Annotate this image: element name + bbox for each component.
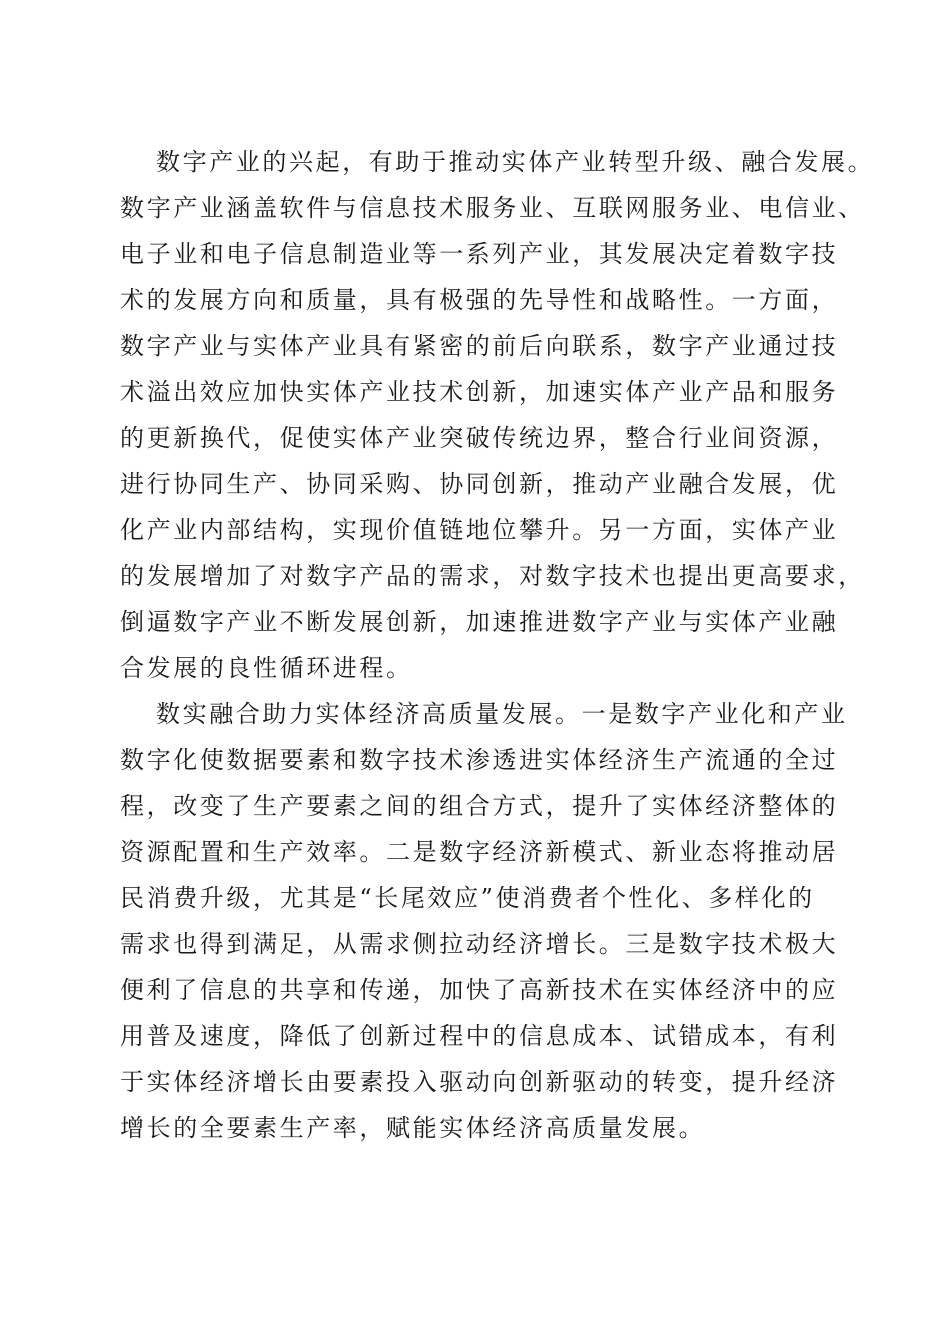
text-line: 用普及速度，降低了创新过程中的信息成本、试错成本，有利 [120,1022,839,1050]
paragraph-1 [120,139,875,691]
text-line: 合发展的良性循环进程。 [120,654,413,682]
text-line: 数字产业与实体产业具有紧密的前后向联系，数字产业通过技 [120,332,839,360]
document-body [120,139,875,1151]
text-line: 增长的全要素生产率，赋能实体经济高质量发展。 [120,1114,706,1142]
text-line: 数字化使数据要素和数字技术渗透进实体经济生产流通的全过 [120,746,839,774]
text-line: 数字产业的兴起，有助于推动实体产业转型升级、融合发展。 [156,148,875,176]
text-line: 便利了信息的共享和传递，加快了高新技术在实体经济中的应 [120,976,839,1004]
text-line: 民消费升级，尤其是“长尾效应”使消费者个性化、多样化的 [120,884,815,912]
text-line: 电子业和电子信息制造业等一系列产业，其发展决定着数字技 [120,240,839,268]
text-line: 的发展增加了对数字产品的需求，对数字技术也提出更高要求， [120,562,865,590]
text-line: 术溢出效应加快实体产业技术创新，加速实体产业产品和服务 [120,378,839,406]
text-line: 术的发展方向和质量，具有极强的先导性和战略性。一方面， [120,286,839,314]
paragraph-2 [120,691,848,1151]
text-line: 数字产业涵盖软件与信息技术服务业、互联网服务业、电信业、 [120,194,865,222]
text-line: 化产业内部结构，实现价值链地位攀升。另一方面，实体产业 [120,516,839,544]
text-line: 程，改变了生产要素之间的组合方式，提升了实体经济整体的 [120,792,839,820]
text-line: 的更新换代，促使实体产业突破传统边界，整合行业间资源， [120,424,839,452]
text-line: 进行协同生产、协同采购、协同创新，推动产业融合发展，优 [120,470,839,498]
text-line: 倒逼数字产业不断发展创新，加速推进数字产业与实体产业融 [120,608,839,636]
text-line: 资源配置和生产效率。二是数字经济新模式、新业态将推动居 [120,838,839,866]
text-line: 需求也得到满足，从需求侧拉动经济增长。三是数字技术极大 [120,930,839,958]
text-line: 数实融合助力实体经济高质量发展。一是数字产业化和产业 [156,700,848,728]
text-line: 于实体经济增长由要素投入驱动向创新驱动的转变，提升经济 [120,1068,839,1096]
